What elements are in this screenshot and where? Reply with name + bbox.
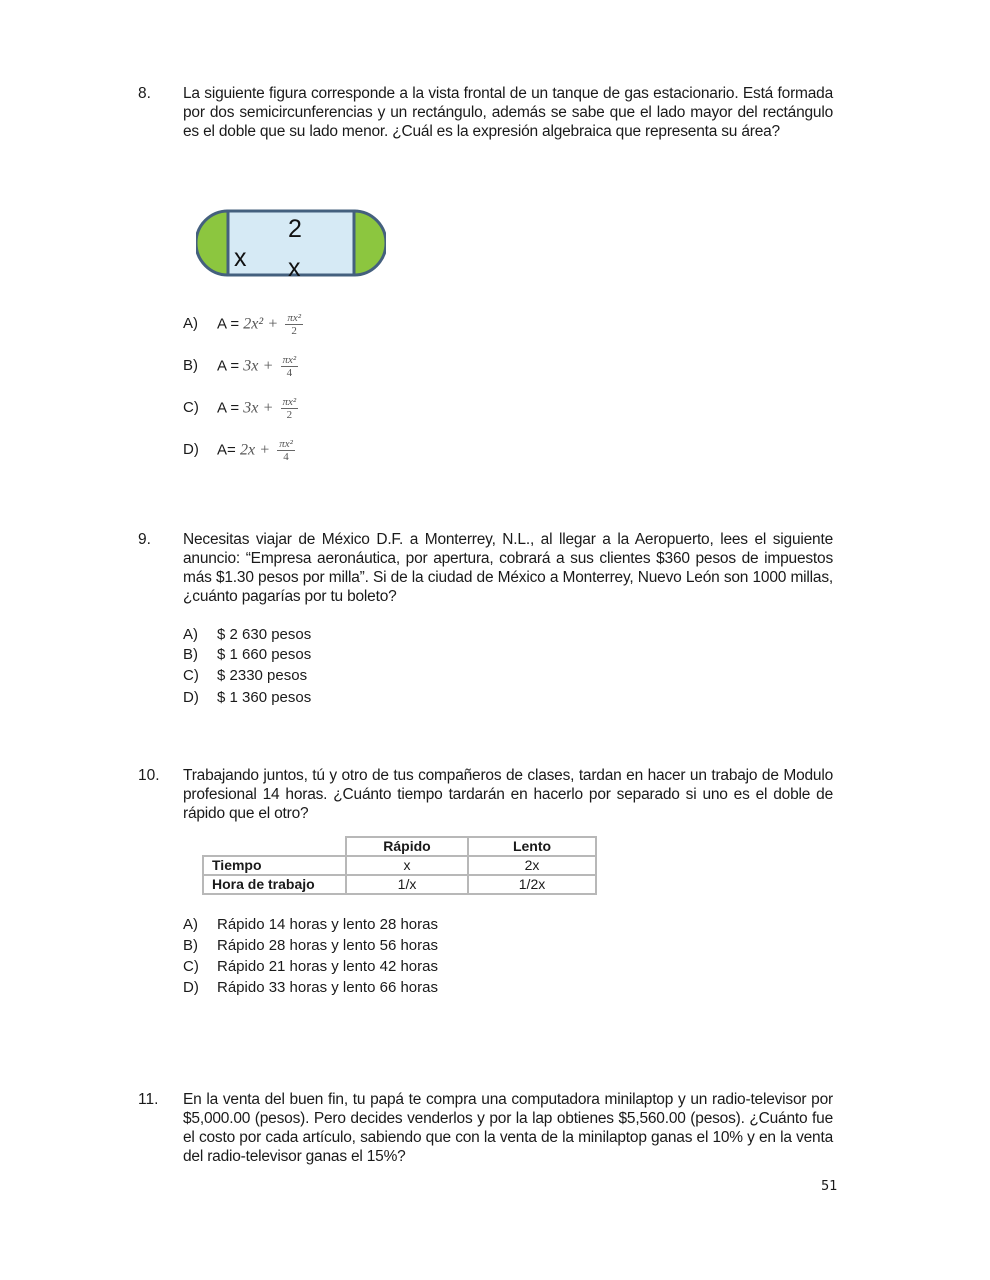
option-c[interactable]: C) Rápido 21 horas y lento 42 horas [183, 958, 438, 975]
option-b[interactable]: B) A = 3x + $\frac{\text{πx²}}{4}$ [183, 354, 297, 379]
question-10 [138, 766, 838, 823]
option-b[interactable]: B) Rápido 28 horas y lento 56 horas [183, 937, 438, 954]
page-number: 51 [821, 1179, 838, 1194]
question-number: 10. [138, 767, 160, 784]
fraction: $\frac{\text{πx²}}{2}$ [282, 396, 297, 421]
right-semicircle [354, 211, 386, 275]
option-d[interactable]: D) $ 1 360 pesos [183, 689, 312, 706]
question-number: 11. [138, 1091, 159, 1108]
question-text: Trabajando juntos, tú y otro de tus compañeros de clases, tardan en hacer un trabajo de Modulo profesional 14 horas. ¿Cuánto tiempo tardarán en hacerlo por separado si uno es el doble de rápido que el otro? [183, 767, 833, 822]
question-number: 8. [138, 85, 151, 102]
option-a[interactable]: A) $ 2 630 pesos [183, 626, 312, 643]
option-c[interactable]: C) A = 3x + $\frac{\text{πx²}}{2}$ [183, 396, 297, 421]
table-header-row: Rápido Lento [203, 837, 596, 856]
question-number: 9. [138, 531, 151, 548]
question-11 [138, 1090, 838, 1166]
fraction: $\frac{\text{πx²}}{4}$ [282, 354, 297, 379]
fraction: $\frac{\text{πx²}}{4}$ [279, 438, 293, 463]
question-8 [138, 84, 838, 141]
work-rate-table [202, 836, 597, 895]
fraction: $\frac{\text{πx²}}{2}$ [287, 312, 302, 337]
top-label-var: x [288, 254, 301, 277]
side-label: x [234, 244, 247, 272]
top-label-digit: 2 [288, 215, 302, 243]
table-row: Tiempo x 2x [203, 856, 596, 875]
left-semicircle [196, 211, 228, 275]
question-text: Necesitas viajar de México D.F. a Monterrey, N.L., al llegar a la Aeropuerto, lees el siguiente anuncio: “Empresa aeronáutica, por apertura, cobrará a sus clientes $360 pesos de impuestos más $1.30 pesos por milla”. Si de la ciudad de México a Monterrey, Nuevo León son 1000 millas, ¿cuánto pagarías por tu boleto? [183, 531, 833, 605]
question-9 [138, 530, 838, 606]
question-text: La siguiente figura corresponde a la vista frontal de un tanque de gas estacionario. Está formada por dos semicircunferencias y un rectángulo, además se sabe que el lado mayor del rectángulo es el doble que su lado menor. ¿Cuál es la expresión algebraica que representa su área? [183, 85, 833, 140]
option-b[interactable]: B) $ 1 660 pesos [183, 646, 312, 663]
gas-tank-figure [196, 209, 386, 277]
question-text: En la venta del buen fin, tu papá te compra una computadora minilaptop y un radio-televisor por $5,000.00 (pesos). Pero decides venderlos y por la lap obtienes $5,560.00 (pesos). ¿Cuánto fue el costo por cada artículo, sabiendo que con la venta de la minilaptop ganas el 10% y en la venta del radio-televisor ganas el 15%? [183, 1091, 833, 1165]
option-d[interactable]: D) A= 2x + $\frac{\text{πx²}}{4}$ [183, 438, 293, 463]
option-c[interactable]: C) $ 2330 pesos [183, 667, 308, 684]
option-a[interactable]: A) A = 2x² + $\frac{\text{πx²}}{2}$ [183, 312, 302, 337]
table-row: Hora de trabajo 1/x 1/2x [203, 875, 596, 894]
option-d[interactable]: D) Rápido 33 horas y lento 66 horas [183, 979, 438, 996]
option-a[interactable]: A) Rápido 14 horas y lento 28 horas [183, 916, 438, 933]
